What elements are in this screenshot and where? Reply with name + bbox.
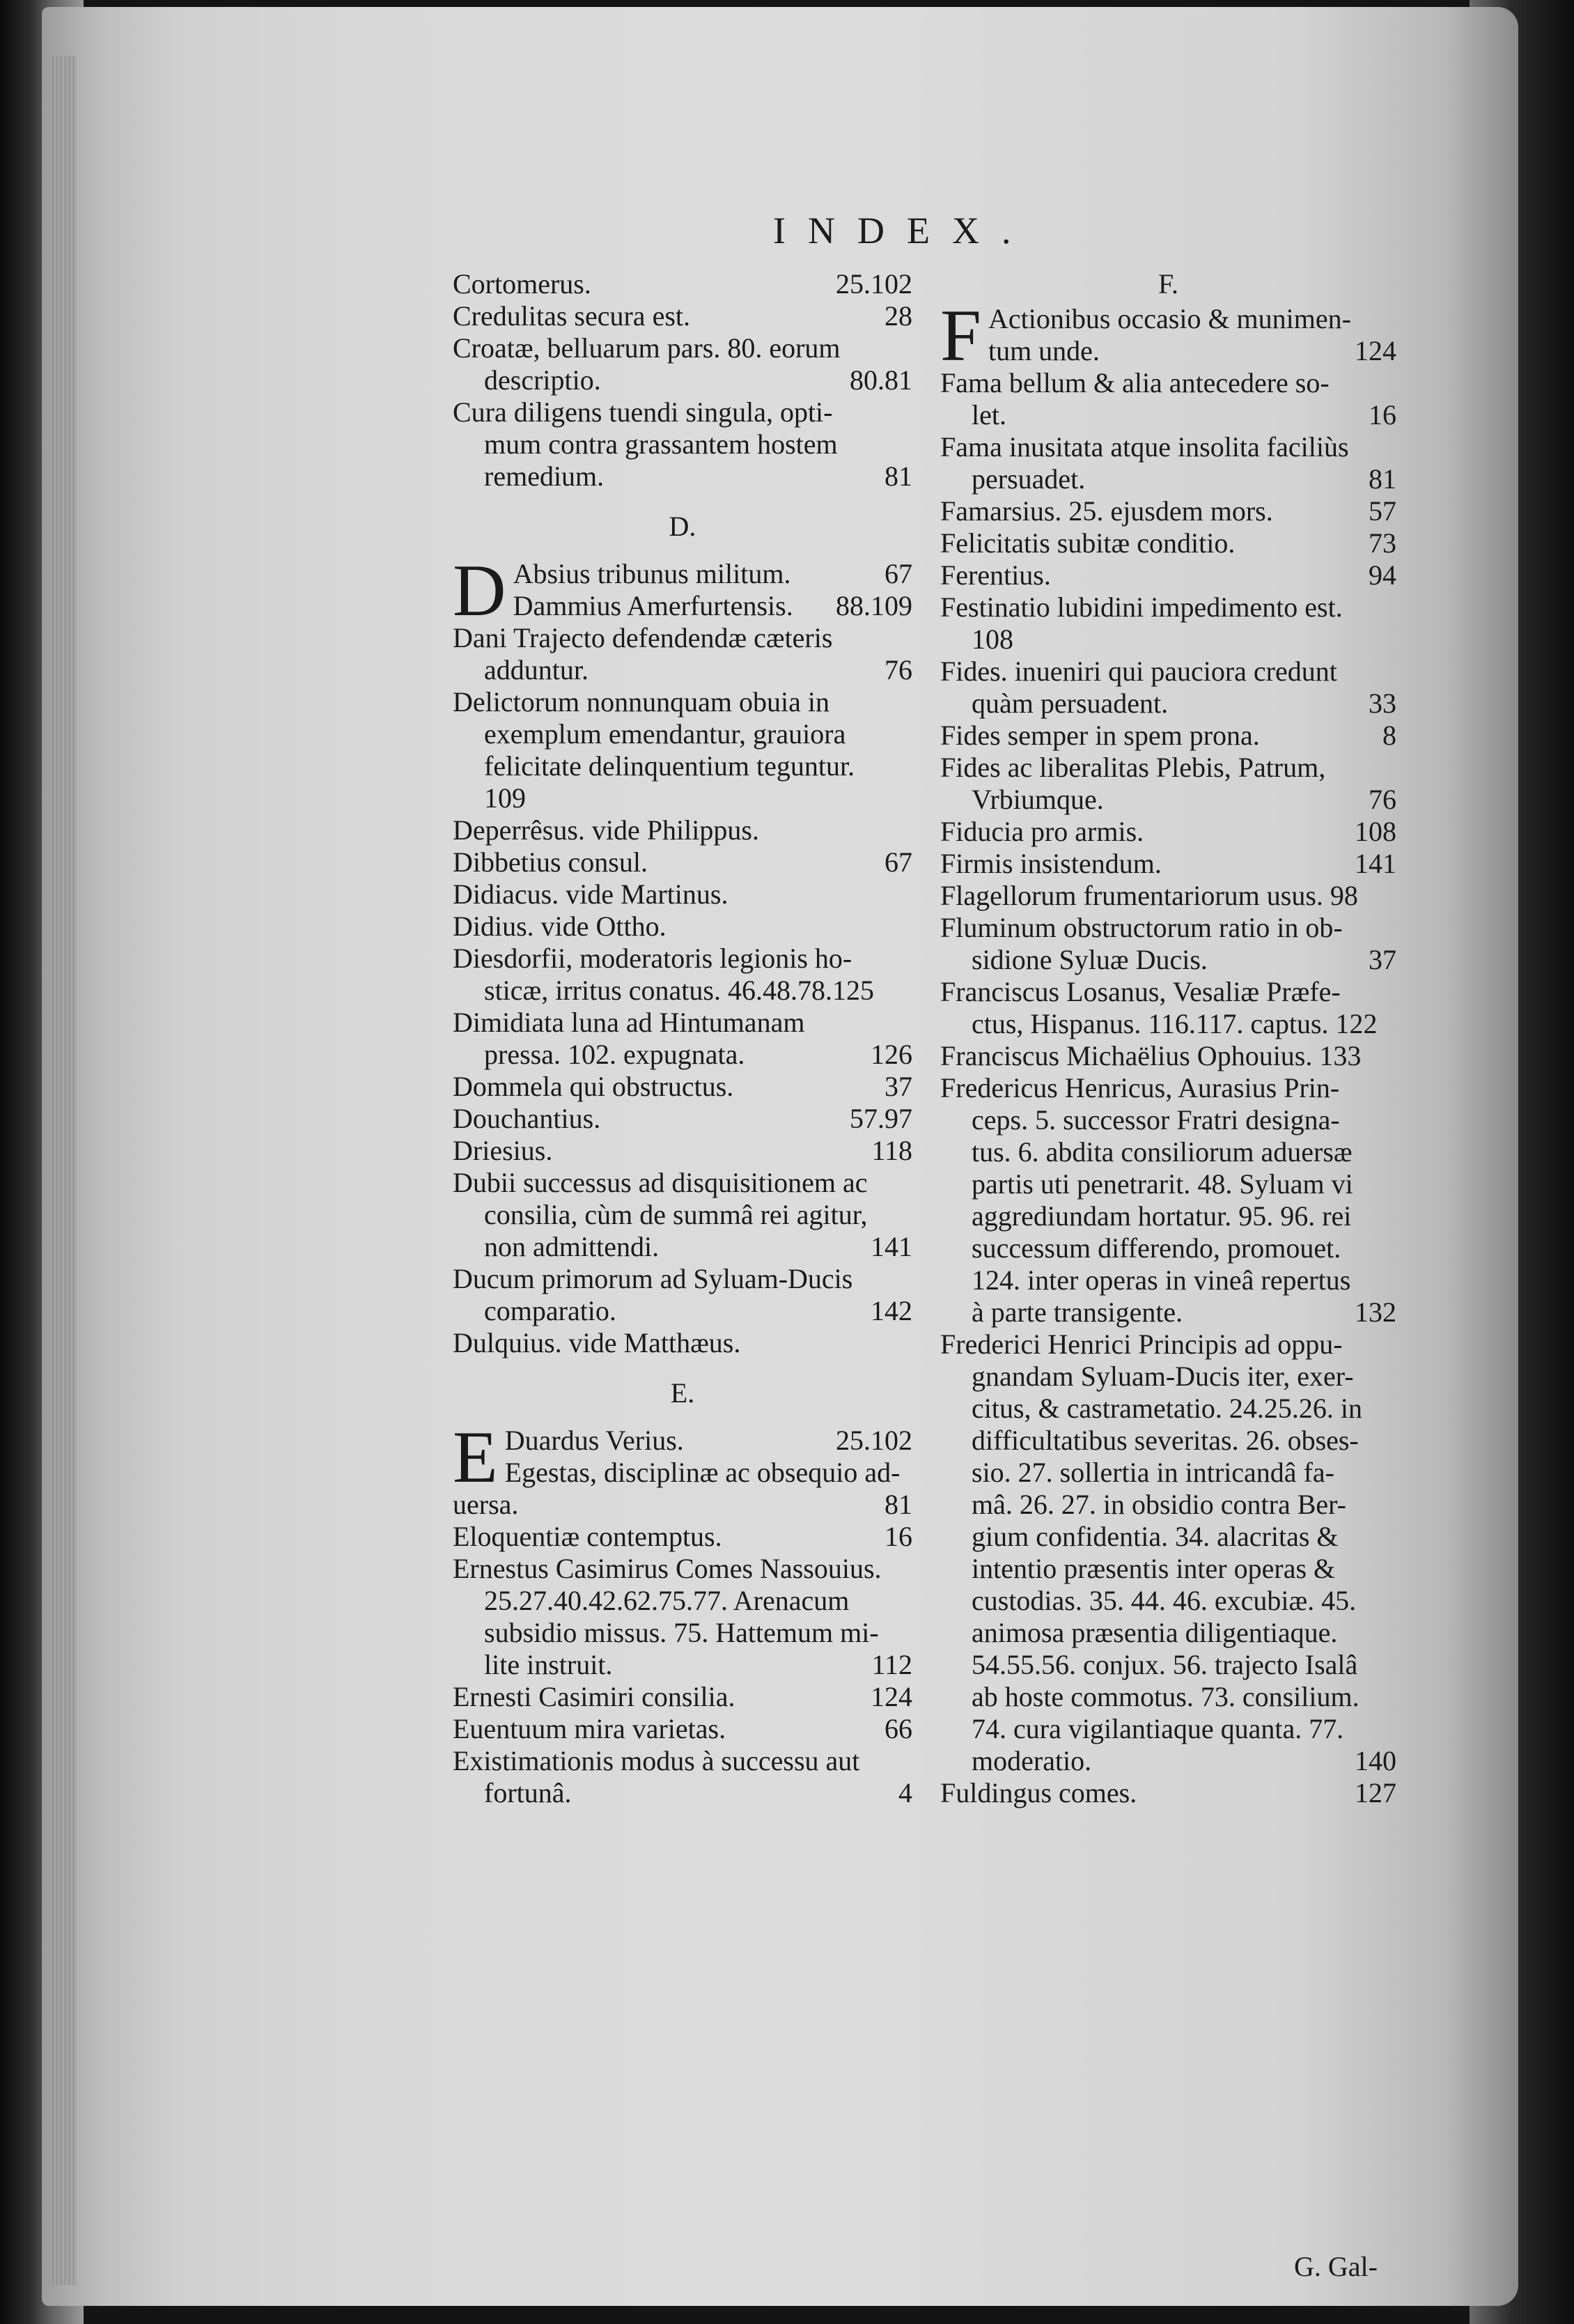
index-entry (940, 1328, 1396, 1777)
index-line (940, 1328, 1396, 1361)
index-text: 54.55.56. conjux. 56. trajecto Isalâ (972, 1649, 1358, 1680)
page-reference: 132 (1355, 1296, 1396, 1328)
index-entry (940, 912, 1396, 976)
index-text: exemplum emendantur, grauiora (484, 718, 846, 750)
index-text: persuadet. (972, 463, 1086, 495)
index-text: Absius tribunus militum. (513, 558, 791, 589)
page-reference: 80.81 (850, 364, 912, 396)
index-entry (940, 1777, 1396, 1809)
page-reference: 57 (1369, 495, 1396, 527)
index-entry (453, 1713, 912, 1745)
page-reference: 25.102 (836, 268, 912, 300)
index-line (453, 750, 912, 782)
index-line (940, 431, 1396, 463)
index-entry (453, 332, 912, 396)
index-entry (940, 495, 1396, 527)
index-line (505, 1425, 912, 1457)
index-text: fortunâ. (484, 1777, 572, 1808)
index-line (453, 1713, 912, 1745)
index-text: 124. inter operas in vineâ repertus (972, 1264, 1351, 1296)
index-text: lite instruit. (484, 1649, 613, 1680)
left-column (453, 268, 912, 1809)
index-entry (940, 527, 1396, 559)
index-line (940, 1649, 1396, 1681)
index-line (453, 846, 912, 878)
index-entry (453, 622, 912, 686)
page-reference: 124 (871, 1681, 912, 1712)
index-line (940, 976, 1396, 1008)
index-line (453, 1681, 912, 1713)
page-header: INDEX. (773, 210, 1034, 251)
index-line (940, 1040, 1396, 1072)
index-text: non admittendi. (484, 1231, 660, 1262)
index-entry (453, 1521, 912, 1553)
index-line (453, 1199, 912, 1231)
index-line (453, 396, 912, 428)
section-heading: E. (670, 1377, 695, 1409)
index-text: remedium. (484, 460, 605, 492)
index-text: Deperrêsus. vide Philippus. (453, 814, 759, 846)
index-line (940, 623, 1396, 656)
page-reference: 142 (871, 1295, 912, 1326)
index-line (940, 656, 1396, 688)
index-line (453, 1231, 912, 1263)
page-reference: 81 (1369, 463, 1396, 495)
page-reference: 67 (885, 846, 912, 878)
page-reference: 140 (1355, 1745, 1396, 1776)
index-entry (940, 1072, 1396, 1328)
index-line (940, 688, 1396, 720)
index-line (453, 460, 912, 493)
index-text: Dibbetius consul. (453, 846, 648, 878)
index-line (940, 1232, 1396, 1264)
section-heading: D. (669, 511, 696, 542)
index-line (940, 463, 1396, 495)
index-text: Felicitatis subitæ conditio. (940, 527, 1236, 559)
section-heading: F. (1158, 268, 1179, 300)
index-text: uersa. (453, 1489, 519, 1520)
index-text: Famarsius. 25. ejusdem mors. (940, 495, 1273, 527)
index-line (940, 1489, 1396, 1521)
index-text: comparatio. (484, 1295, 616, 1326)
index-text: 108 (972, 623, 1013, 655)
index-text: Ernesti Casimiri consilia. (453, 1681, 735, 1712)
index-text: Ernestus Casimirus Comes Nassouius. (453, 1553, 882, 1584)
page-reference: 112 (871, 1649, 912, 1680)
page-reference: 141 (1355, 848, 1396, 879)
page-reference: 81 (885, 460, 912, 492)
index-text: Dimidiata luna ad Hintumanam (453, 1007, 805, 1038)
index-entry (453, 300, 912, 332)
index-line (940, 527, 1396, 559)
index-text: Franciscus Michaëlius Ophouius. 133 (940, 1040, 1362, 1071)
index-line (940, 1136, 1396, 1168)
page-reference: 66 (885, 1713, 912, 1744)
index-line (453, 686, 912, 718)
page-reference: 16 (1369, 399, 1396, 431)
index-entry (940, 880, 1396, 912)
index-entry (940, 431, 1396, 495)
index-text: Egestas, disciplinæ ac obsequio ad- (504, 1457, 901, 1488)
index-entry (453, 1103, 912, 1135)
index-line (453, 911, 912, 943)
index-text: ceps. 5. successor Fratri designa- (972, 1104, 1340, 1136)
index-line (453, 1039, 912, 1071)
initial-letter: F (940, 303, 981, 367)
index-line (505, 1457, 912, 1489)
page-reference: 67 (885, 558, 912, 589)
page-reference: 108 (1355, 816, 1396, 847)
index-entry (940, 816, 1396, 848)
index-text: Fuldingus comes. (940, 1777, 1137, 1808)
index-text: Credulitas secura est. (453, 300, 690, 332)
index-entry (453, 268, 912, 300)
index-text: Dubii successus ad disquisitionem ac (453, 1167, 868, 1198)
index-line (940, 495, 1396, 527)
page-reference: 33 (1369, 688, 1396, 719)
index-text: Vrbiumque. (972, 784, 1104, 815)
index-entry (453, 396, 912, 493)
index-line (453, 1295, 912, 1327)
index-line (453, 268, 912, 300)
index-text: Eloquentiæ contemptus. (453, 1521, 722, 1552)
index-entry (453, 846, 912, 878)
index-text: sticæ, irritus conatus. 46.48.78.125 (484, 975, 874, 1006)
index-line (940, 1168, 1396, 1200)
page-reference: 127 (1355, 1777, 1396, 1808)
index-text: Fama inusitata atque insolita faciliùs (940, 431, 1349, 463)
page-reference: 124 (1355, 335, 1396, 366)
index-text: gnandam Syluam-Ducis iter, exer- (972, 1361, 1354, 1392)
index-line (940, 944, 1396, 976)
index-text: sidione Syluæ Ducis. (972, 944, 1208, 975)
index-line (940, 1457, 1396, 1489)
index-entry (940, 303, 1396, 367)
initial-letter: D (453, 558, 506, 622)
index-text: quàm persuadent. (972, 688, 1169, 719)
page-reference: 4 (898, 1777, 912, 1808)
index-line (940, 1008, 1396, 1040)
index-text: subsidio missus. 75. Hattemum mi- (484, 1617, 879, 1648)
initial-letter: E (453, 1425, 498, 1498)
index-line (453, 1007, 912, 1039)
index-line (940, 1393, 1396, 1425)
index-entry (453, 878, 912, 911)
index-entry (940, 1040, 1396, 1072)
index-text: Cura diligens tuendi singula, opti- (453, 396, 833, 428)
index-line (453, 943, 912, 975)
index-text: Driesius. (453, 1135, 553, 1166)
index-line (453, 1521, 912, 1553)
index-line (453, 300, 912, 332)
page-reference: 25.102 (836, 1425, 912, 1456)
index-line (940, 752, 1396, 784)
index-line (940, 1585, 1396, 1617)
index-text: animosa præsentia diligentiaque. (972, 1617, 1338, 1648)
index-line (940, 1361, 1396, 1393)
index-text: citus, & castrametatio. 24.25.26. in (972, 1393, 1362, 1424)
index-text: à parte transigente. (972, 1296, 1183, 1328)
index-line (513, 558, 912, 590)
index-line (453, 428, 912, 460)
index-line (453, 782, 912, 814)
index-text: Croatæ, belluarum pars. 80. eorum (453, 332, 841, 364)
index-text: tus. 6. abdita consiliorum aduersæ (972, 1136, 1353, 1168)
page-reference: 37 (885, 1071, 912, 1102)
index-text: felicitate delinquentium teguntur. (484, 750, 855, 782)
index-entry (453, 1263, 912, 1327)
index-line (940, 1072, 1396, 1104)
index-text: mâ. 26. 27. in obsidio contra Ber- (972, 1489, 1346, 1520)
index-text: Festinatio lubidini impedimento est. (940, 591, 1343, 623)
index-line (940, 1777, 1396, 1809)
index-line (453, 332, 912, 364)
index-line (453, 1135, 912, 1167)
index-line (453, 1745, 912, 1777)
index-line (453, 1167, 912, 1199)
index-text: 109 (484, 782, 526, 814)
index-line (453, 878, 912, 911)
page-reference: 8 (1382, 720, 1396, 751)
index-text: intentio præsentis inter operas & (972, 1553, 1336, 1584)
index-text: Fides. inueniri qui pauciora credunt (940, 656, 1337, 687)
index-line (940, 1425, 1396, 1457)
page-reference: 118 (871, 1135, 912, 1166)
index-text: Duardus Verius. (504, 1425, 684, 1456)
index-line (988, 335, 1396, 367)
index-text: consilia, cùm de summâ rei agitur, (484, 1199, 868, 1230)
index-line (940, 1553, 1396, 1585)
index-line (453, 1617, 912, 1649)
index-line (940, 1617, 1396, 1649)
index-line (940, 720, 1396, 752)
index-line (940, 591, 1396, 623)
index-entry (940, 720, 1396, 752)
index-line (940, 912, 1396, 944)
index-text: Dulquius. vide Matthæus. (453, 1327, 741, 1358)
index-line (453, 1777, 912, 1809)
index-text: descriptio. (484, 364, 601, 396)
index-line (453, 622, 912, 654)
index-entry (940, 367, 1396, 431)
index-text: Ferentius. (940, 559, 1051, 591)
index-text: Delictorum nonnunquam obuia in (453, 686, 830, 718)
page-reference: 94 (1369, 559, 1396, 591)
index-text: Fluminum obstructorum ratio in ob- (940, 912, 1343, 943)
index-line (940, 559, 1396, 591)
index-line (940, 1200, 1396, 1232)
index-entry (940, 752, 1396, 816)
index-line (453, 975, 912, 1007)
index-entry (453, 814, 912, 846)
index-entry (453, 943, 912, 1007)
index-entry (453, 1745, 912, 1809)
index-text: ctus, Hispanus. 116.117. captus. 122 (972, 1008, 1378, 1039)
index-entry (453, 1425, 912, 1521)
index-line (940, 816, 1396, 848)
index-text: Fredericus Henricus, Aurasius Prin- (940, 1072, 1340, 1103)
index-text: Flagellorum frumentariorum usus. 98 (940, 880, 1358, 911)
page-reference: 126 (871, 1039, 912, 1070)
index-line (453, 1585, 912, 1617)
index-text: Fama bellum & alia antecedere so- (940, 367, 1330, 398)
index-line (453, 654, 912, 686)
index-entry (453, 686, 912, 814)
index-line (940, 1521, 1396, 1553)
index-text: Didiacus. vide Martinus. (453, 878, 728, 910)
index-entry (940, 848, 1396, 880)
index-text: let. (972, 399, 1006, 431)
index-text: aggrediundam hortatur. 95. 96. rei (972, 1200, 1352, 1232)
index-text: custodias. 35. 44. 46. excubiæ. 45. (972, 1585, 1357, 1616)
index-entry (453, 1071, 912, 1103)
index-text: Fides ac liberalitas Plebis, Patrum, (940, 752, 1326, 783)
index-text: Didius. vide Ottho. (453, 911, 667, 942)
index-text: Diesdorfii, moderatoris legionis ho- (453, 943, 852, 974)
index-text: Fides semper in spem prona. (940, 720, 1260, 751)
index-line (940, 1745, 1396, 1777)
index-text: Dammius Amerfurtensis. (513, 590, 793, 621)
page-edges (49, 56, 77, 2285)
page-reference: 28 (885, 300, 912, 332)
index-line (453, 1649, 912, 1681)
index-entry (453, 1681, 912, 1713)
index-entry (940, 656, 1396, 720)
index-line (453, 814, 912, 846)
index-line (940, 880, 1396, 912)
index-entry (940, 559, 1396, 591)
index-line (940, 1296, 1396, 1328)
index-entry (453, 1553, 912, 1681)
index-text: successum differendo, promouet. (972, 1232, 1341, 1264)
index-text: Dommela qui obstructus. (453, 1071, 734, 1102)
index-text: Dani Trajecto defendendæ cæteris (453, 622, 833, 653)
page-reference: 81 (885, 1489, 912, 1520)
index-line (453, 1103, 912, 1135)
index-entry (453, 558, 912, 622)
index-text: sio. 27. sollertia in intricandâ fa- (972, 1457, 1334, 1488)
index-text: 74. cura vigilantiaque quanta. 77. (972, 1713, 1344, 1744)
index-text: moderatio. (972, 1745, 1092, 1776)
index-entry (940, 976, 1396, 1040)
index-line (513, 590, 912, 622)
index-entry (940, 591, 1396, 656)
index-line (453, 718, 912, 750)
index-text: Douchantius. (453, 1103, 601, 1134)
right-column (940, 268, 1396, 1809)
index-text: difficultatibus severitas. 26. obses- (972, 1425, 1359, 1456)
index-line (940, 1681, 1396, 1713)
index-text: partis uti penetrarit. 48. Syluam vi (972, 1168, 1353, 1200)
index-text: Firmis insistendum. (940, 848, 1162, 879)
index-text: gium confidentia. 34. alacritas & (972, 1521, 1339, 1552)
index-text: Fiducia pro armis. (940, 816, 1144, 847)
index-text: pressa. 102. expugnata. (484, 1039, 745, 1070)
page-reference: 37 (1369, 944, 1396, 975)
index-text: tum unde. (988, 335, 1100, 366)
page-reference: 141 (871, 1231, 912, 1262)
index-line (940, 848, 1396, 880)
index-line (940, 1713, 1396, 1745)
page-reference: 76 (885, 654, 912, 685)
index-line (453, 1489, 912, 1521)
index-entry (453, 1007, 912, 1071)
index-text: Ducum primorum ad Syluam-Ducis (453, 1263, 853, 1294)
index-line (940, 784, 1396, 816)
index-text: 25.27.40.42.62.75.77. Arenacum (484, 1585, 850, 1616)
index-text: Euentuum mira varietas. (453, 1713, 726, 1744)
index-line (940, 367, 1396, 399)
index-line (940, 1264, 1396, 1296)
index-text: adduntur. (484, 654, 589, 685)
index-entry (453, 1167, 912, 1263)
index-line (940, 399, 1396, 431)
index-text: mum contra grassantem hostem (484, 428, 838, 460)
index-line (453, 1071, 912, 1103)
index-text: Actionibus occasio & munimen- (988, 303, 1351, 334)
index-line (453, 364, 912, 396)
index-line (453, 1327, 912, 1359)
index-line (988, 303, 1396, 335)
index-text: ab hoste commotus. 73. consilium. (972, 1681, 1359, 1712)
page-reference: 57.97 (850, 1103, 912, 1134)
index-text: Frederici Henrici Principis ad oppu- (940, 1328, 1343, 1360)
index-entry (453, 1327, 912, 1359)
index-entry (453, 1135, 912, 1167)
index-text: Cortomerus. (453, 268, 591, 300)
page-reference: 88.109 (836, 590, 912, 621)
index-line (940, 1104, 1396, 1136)
index-text: Franciscus Losanus, Vesaliæ Præfe- (940, 976, 1341, 1007)
page-reference: 73 (1369, 527, 1396, 559)
index-text: Existimationis modus à successu aut (453, 1745, 860, 1776)
index-line (453, 1553, 912, 1585)
page-reference: 16 (885, 1521, 912, 1552)
index-line (453, 1263, 912, 1295)
page-reference: 76 (1369, 784, 1396, 815)
catchword: G. Gal- (1294, 2251, 1378, 2282)
index-entry (453, 911, 912, 943)
